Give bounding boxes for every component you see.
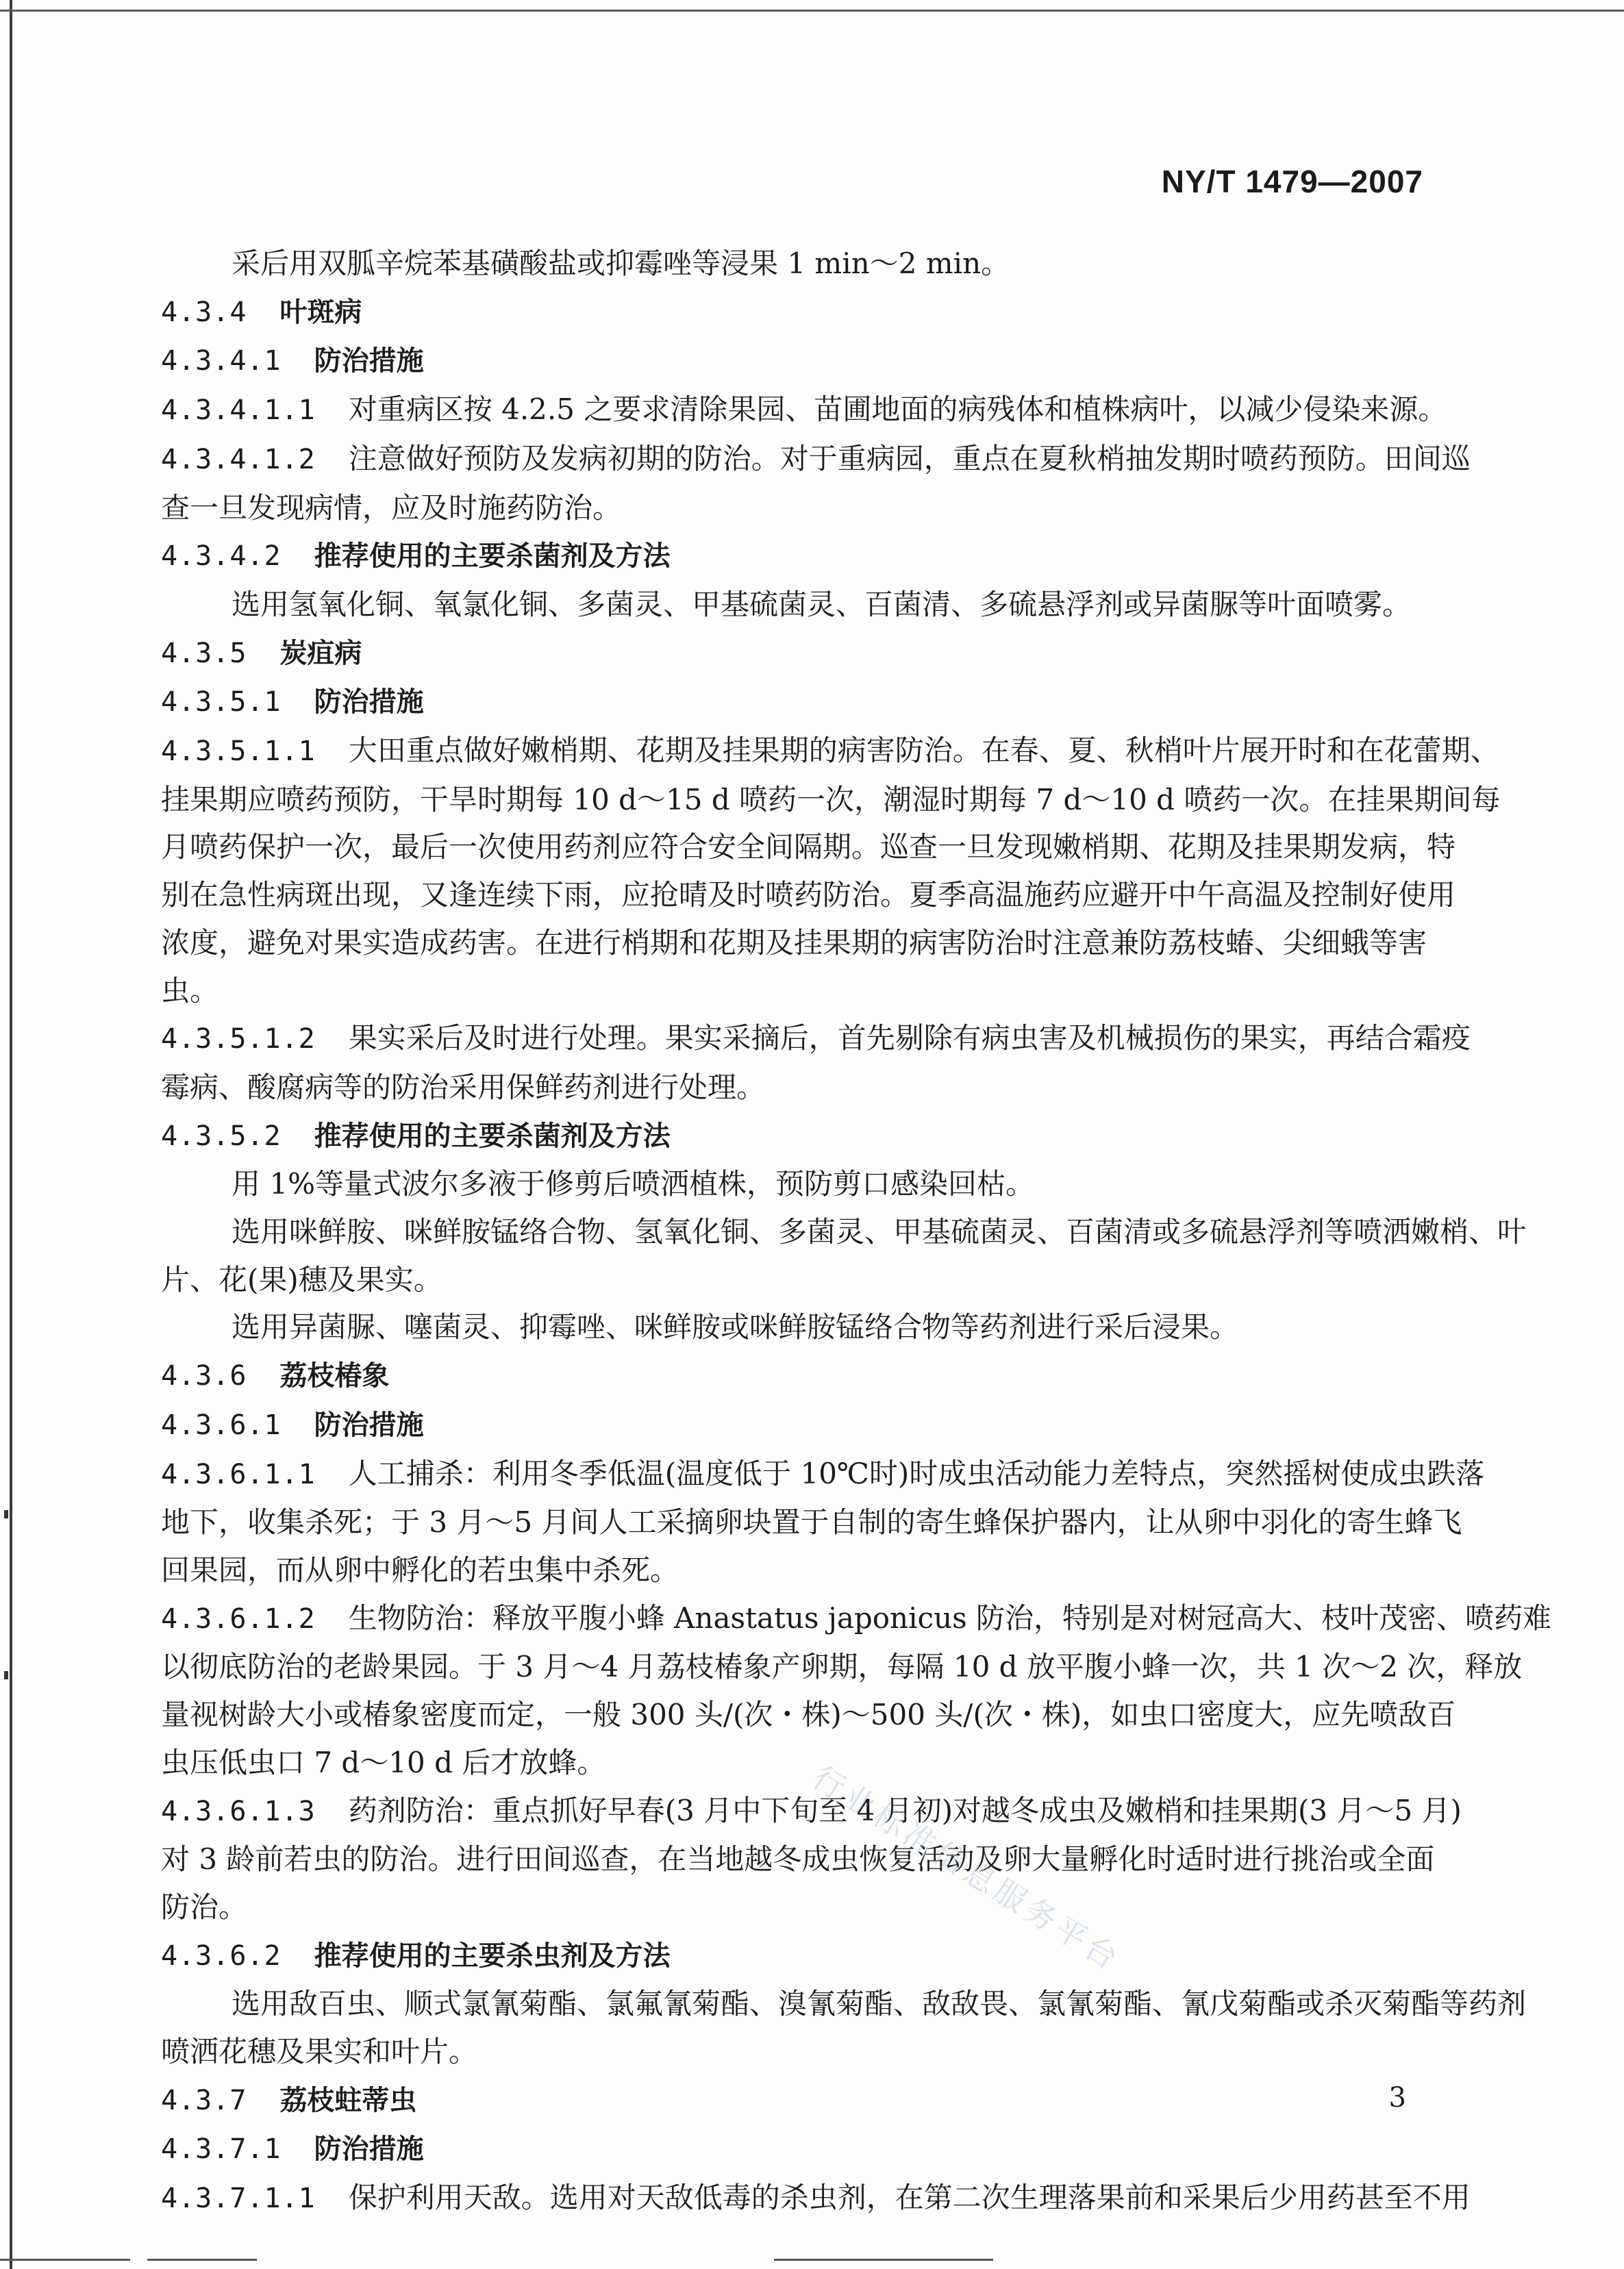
clause-text: 果实采后及时进行处理。果实采摘后，首先剔除有病虫害及机械损伤的果实，再结合霜疫 bbox=[348, 1021, 1471, 1055]
clause-number: 4.3.5.2 bbox=[161, 1120, 282, 1152]
clause-heading: 炭疽病 bbox=[279, 637, 362, 669]
clause-line bbox=[161, 1401, 1428, 1450]
clause-number: 4.3.6.1.3 bbox=[161, 1795, 316, 1827]
clause-text: 浓度，避免对果实造成药害。在进行梢期和花期及挂果期的病害防治时注意兼防荔枝蝽、尖细蛾等害 bbox=[161, 925, 1427, 960]
text-line bbox=[161, 1499, 1462, 1546]
text-line bbox=[161, 1303, 1428, 1351]
text-line bbox=[161, 823, 1456, 871]
clause-number: 4.3.7.1.1 bbox=[161, 2183, 316, 2215]
text-line bbox=[161, 1256, 1428, 1304]
scan-left-edge bbox=[10, 0, 12, 2269]
clause-text: 选用咪鲜胺、咪鲜胺锰络合物、氢氧化铜、多菌灵、甲基硫菌灵、百菌清或多硫悬浮剂等喷洒嫩梢、叶 bbox=[232, 1215, 1527, 1249]
bottom-rule bbox=[147, 2259, 257, 2261]
clause-number: 4.3.4.1.2 bbox=[161, 443, 316, 475]
clause-line bbox=[161, 1931, 1428, 1981]
text-line bbox=[161, 1064, 1428, 1112]
clause-text: 喷洒花穗及果实和叶片。 bbox=[161, 2035, 478, 2069]
clause-line bbox=[161, 1594, 1552, 1644]
clause-heading: 叶斑病 bbox=[279, 296, 362, 328]
text-line bbox=[161, 1691, 1456, 1739]
clause-text: 注意做好预防及发病初期的防治。对于重病园，重点在夏秋梢抽发期时喷药预防。田间巡 bbox=[348, 441, 1471, 475]
clause-heading: 荔枝椿象 bbox=[279, 1360, 390, 1392]
text-line bbox=[161, 1980, 1527, 2028]
margin-mark bbox=[4, 1671, 8, 1679]
text-line bbox=[161, 967, 1428, 1015]
clause-number: 4.3.5.1 bbox=[161, 686, 282, 718]
bottom-rule bbox=[774, 2259, 993, 2261]
clause-text: 对重病区按 4.2.5 之要求清除果园、苗圃地面的病残体和植株病叶，以减少侵染来源。 bbox=[348, 392, 1447, 427]
clause-text: 片、花(果)穗及果实。 bbox=[161, 1262, 442, 1296]
clause-number: 4.3.6.1.2 bbox=[161, 1603, 316, 1635]
margin-mark bbox=[4, 1510, 8, 1518]
clause-line bbox=[161, 629, 1428, 678]
clause-number: 4.3.4.1 bbox=[161, 345, 282, 377]
clause-text: 虫。 bbox=[161, 973, 219, 1007]
clause-text: 查一旦发现病情，应及时施药防治。 bbox=[161, 490, 622, 525]
clause-text: 地下，收集杀死；于 3 月～5 月间人工采摘卵块置于自制的寄生蜂保护器内，让从卵中羽化的寄生蜂飞 bbox=[161, 1505, 1462, 1540]
clause-number: 4.3.7.1 bbox=[161, 2133, 282, 2166]
standard-code: NY/T 1479—2007 bbox=[1161, 164, 1423, 199]
clause-text: 选用异菌脲、噻菌灵、抑霉唑、咪鲜胺或咪鲜胺锰络合物等药剂进行采后浸果。 bbox=[232, 1310, 1239, 1344]
clause-text: 量视树龄大小或椿象密度而定，一般 300 头/(次・株)～500 头/(次・株)，如虫口密度大，应先喷敌百 bbox=[161, 1698, 1456, 1732]
scan-top-edge bbox=[0, 10, 1624, 12]
clause-text: 大田重点做好嫩梢期、花期及挂果期的病害防治。在春、夏、秋梢叶片展开时和在花蕾期、 bbox=[348, 734, 1499, 768]
text-line bbox=[161, 484, 1428, 532]
clause-heading: 防治措施 bbox=[314, 686, 424, 718]
clause-text: 药剂防治：重点抓好早春(3 月中下旬至 4 月初)对越冬成虫及嫩梢和挂果期(3 月～5 月) bbox=[348, 1793, 1462, 1827]
document-body bbox=[161, 240, 1552, 2223]
clause-line bbox=[161, 1014, 1471, 1064]
clause-heading: 推荐使用的主要杀菌剂及方法 bbox=[314, 1120, 671, 1152]
text-line bbox=[161, 1208, 1527, 1256]
clause-line bbox=[161, 435, 1471, 484]
clause-heading: 防治措施 bbox=[314, 1409, 424, 1441]
clause-number: 4.3.6 bbox=[161, 1360, 247, 1392]
clause-text: 用 1%等量式波尔多液于修剪后喷洒植株，预防剪口感染回枯。 bbox=[232, 1167, 1034, 1201]
clause-text: 虫压低虫口 7 d～10 d 后才放蜂。 bbox=[161, 1745, 606, 1779]
text-line bbox=[161, 1643, 1523, 1691]
text-line bbox=[161, 871, 1456, 919]
clause-line bbox=[161, 386, 1447, 435]
text-line bbox=[161, 1160, 1428, 1208]
clause-line bbox=[161, 2076, 1428, 2125]
clause-heading: 防治措施 bbox=[314, 345, 424, 377]
clause-heading: 推荐使用的主要杀虫剂及方法 bbox=[314, 1940, 671, 1972]
clause-text: 选用敌百虫、顺式氯氰菊酯、氯氟氰菊酯、溴氰菊酯、敌敌畏、氯氰菊酯、氰戊菊酯或杀灭菊酯等药剂 bbox=[232, 1987, 1527, 2021]
clause-number: 4.3.6.1 bbox=[161, 1409, 282, 1441]
clause-number: 4.3.6.1.1 bbox=[161, 1458, 316, 1490]
clause-line bbox=[161, 1351, 1428, 1401]
clause-line bbox=[161, 1787, 1462, 1836]
clause-text: 选用氢氧化铜、氧氯化铜、多菌灵、甲基硫菌灵、百菌清、多硫悬浮剂或异菌脲等叶面喷雾。 bbox=[232, 587, 1412, 621]
text-line bbox=[161, 1739, 1428, 1787]
clause-number: 4.3.5.1.2 bbox=[161, 1023, 316, 1055]
clause-line bbox=[161, 1450, 1485, 1499]
bottom-rule bbox=[0, 2259, 130, 2261]
clause-number: 4.3.4 bbox=[161, 296, 247, 328]
text-line bbox=[161, 1883, 1428, 1931]
page-number: 3 bbox=[1388, 2082, 1406, 2114]
clause-text: 月喷药保护一次，最后一次使用药剂应符合安全间隔期。巡查一旦发现嫩梢期、花期及挂果期发病，特 bbox=[161, 830, 1456, 864]
clause-number: 4.3.4.1.1 bbox=[161, 394, 316, 427]
clause-line bbox=[161, 531, 1428, 581]
clause-text: 防治。 bbox=[161, 1890, 248, 1924]
text-line bbox=[161, 2028, 1428, 2076]
clause-line bbox=[161, 336, 1428, 386]
clause-text: 生物防治：释放平腹小蜂 Anastatus japonicus 防治，特别是对树冠高大、枝叶茂密、喷药难 bbox=[348, 1601, 1552, 1635]
clause-number: 4.3.4.2 bbox=[161, 540, 282, 573]
clause-number: 4.3.5.1.1 bbox=[161, 736, 316, 768]
text-line bbox=[161, 581, 1428, 629]
clause-number: 4.3.5 bbox=[161, 637, 247, 669]
text-line bbox=[161, 1835, 1435, 1883]
clause-text: 人工捕杀：利用冬季低温(温度低于 10℃时)时成虫活动能力差特点，突然摇树使成虫跌落 bbox=[348, 1456, 1485, 1490]
text-line bbox=[161, 1546, 1428, 1594]
clause-line bbox=[161, 2174, 1471, 2223]
clause-text: 霉病、酸腐病等的防治采用保鲜药剂进行处理。 bbox=[161, 1070, 766, 1104]
clause-line bbox=[161, 677, 1428, 727]
clause-text: 回果园，而从卵中孵化的若虫集中杀死。 bbox=[161, 1553, 679, 1587]
watermark: 行业标准信息服务平台 bbox=[805, 1758, 1128, 1979]
clause-number: 4.3.7 bbox=[161, 2084, 247, 2116]
text-line bbox=[161, 919, 1428, 967]
text-line bbox=[161, 776, 1501, 824]
clause-text: 别在急性病斑出现，又逢连续下雨，应抢晴及时喷药防治。夏季高温施药应避开中午高温及控制好使用 bbox=[161, 878, 1456, 912]
clause-heading: 推荐使用的主要杀菌剂及方法 bbox=[314, 540, 671, 573]
text-line bbox=[161, 240, 1428, 288]
clause-line bbox=[161, 727, 1499, 776]
clause-text: 采后用双胍辛烷苯基磺酸盐或抑霉唑等浸果 1 min～2 min。 bbox=[232, 247, 1010, 280]
clause-line bbox=[161, 2124, 1428, 2174]
clause-heading: 荔枝蛀蒂虫 bbox=[279, 2084, 417, 2116]
clause-text: 对 3 龄前若虫的防治。进行田间巡查，在当地越冬成虫恢复活动及卵大量孵化时适时进行挑治或全面 bbox=[161, 1842, 1435, 1877]
clause-text: 保护利用天敌。选用对天敌低毒的杀虫剂，在第二次生理落果前和采果后少用药甚至不用 bbox=[348, 2181, 1471, 2215]
clause-text: 挂果期应喷药预防，干旱时期每 10 d～15 d 喷药一次，潮湿时期每 7 d～10 d 喷药一次。在挂果期间每 bbox=[161, 782, 1501, 816]
clause-line bbox=[161, 1112, 1428, 1161]
clause-number: 4.3.6.2 bbox=[161, 1940, 282, 1972]
clause-line bbox=[161, 288, 1428, 337]
clause-text: 以彻底防治的老龄果园。于 3 月～4 月荔枝椿象产卵期，每隔 10 d 放平腹小蜂一次，共 1 次～2 次，释放 bbox=[161, 1650, 1523, 1684]
clause-heading: 防治措施 bbox=[314, 2133, 424, 2166]
